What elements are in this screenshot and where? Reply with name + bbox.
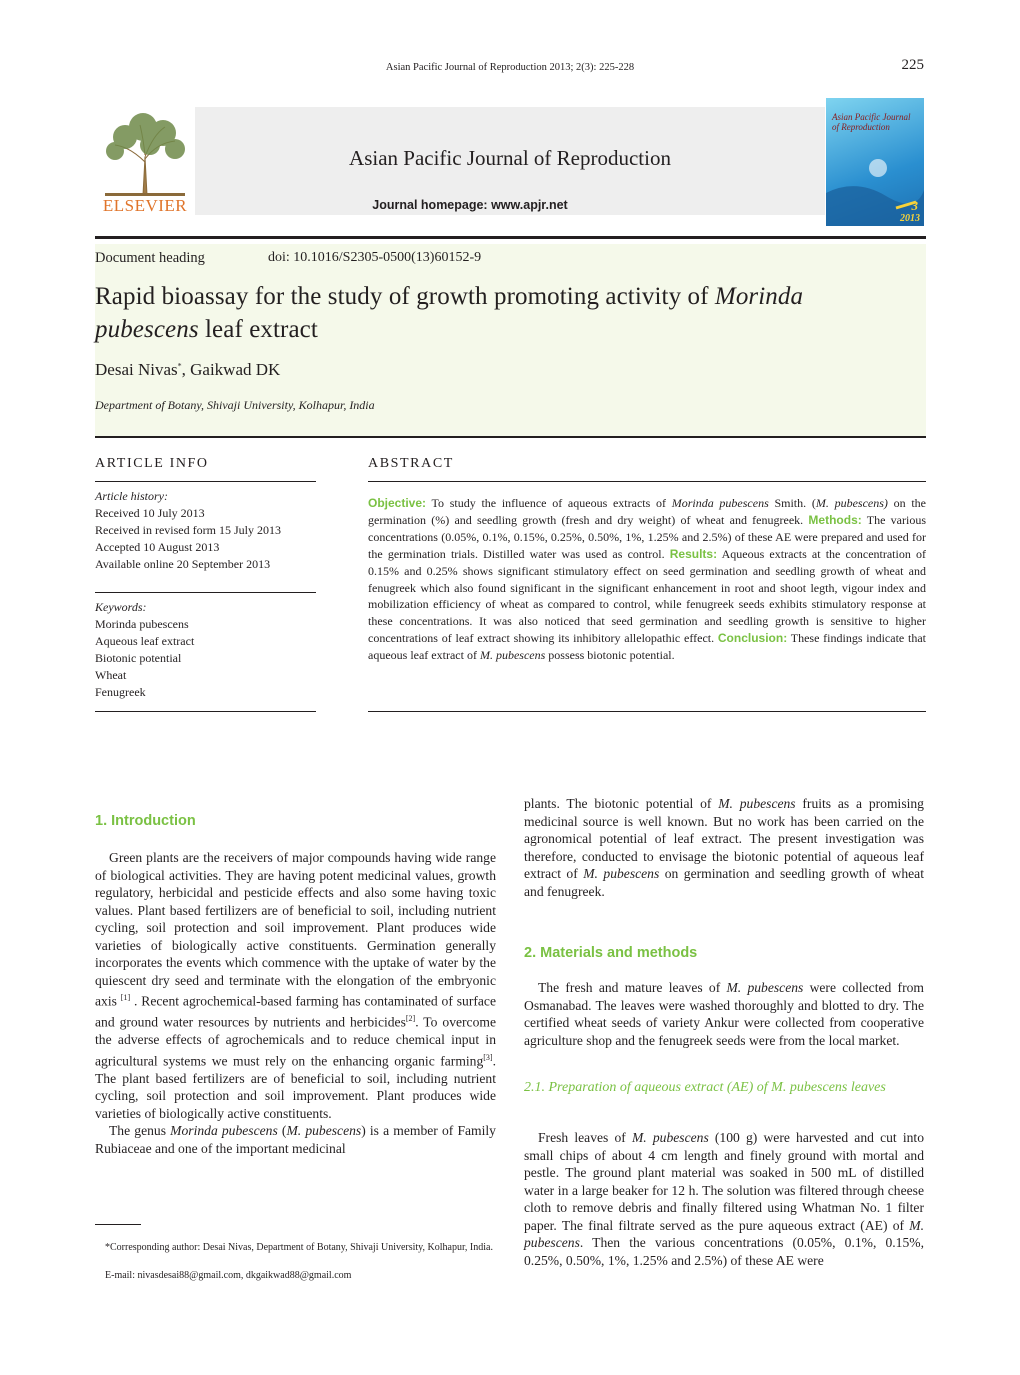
text: . Recent agrochemical-based farming has contaminated of surface and ground water resources by nutrients and herbicides <box>95 993 497 1030</box>
history-label: Article history: <box>95 489 168 503</box>
article-title <box>95 280 927 346</box>
conclusion-text: possess biotonic potential. <box>545 648 675 663</box>
title-italic1: Morinda <box>714 283 804 310</box>
species-name: M. pubescens <box>479 648 546 663</box>
text: . Then the various concentrations (0.05%, 0.1%, 0.15%, 0.25%, 0.50%, 1%, 1.25% and 2.5%) of these AE were <box>524 1235 924 1268</box>
species-name: Morinda pubescens <box>170 1123 278 1139</box>
text: on germination and seedling growth of wheat and fenugreek. <box>524 866 924 899</box>
journal-title: Asian Pacific Journal of Reproduction <box>349 146 671 170</box>
title-part2: leaf extract <box>198 316 318 343</box>
author-emails[interactable]: E-mail: nivasdesai88@gmail.com, dkgaikwad88@gmail.com <box>105 1270 352 1281</box>
methods-text: The various concentrations (0.05%, 0.1%, 0.15%, 0.25%, 0.50%, 1%, 1.25% and 2.5%) of these AE were prepared and used for the germination trials. Distilled water was used as control. <box>368 512 926 561</box>
history-revised: Received in revised form 15 July 2013 <box>95 523 281 537</box>
history-online: Available online 20 September 2013 <box>95 557 271 571</box>
citation[interactable]: [3] <box>483 1052 493 1062</box>
article-info-bottom-rule <box>95 711 316 712</box>
affiliation: Department of Botany, Shivaji University, Kolhapur, India <box>95 398 375 412</box>
section-introduction-heading: 1. Introduction <box>95 813 196 829</box>
keywords <box>95 599 316 701</box>
text: were collected from Osmanabad. The leaves were washed thoroughly and blotted to dry. The certified wheat seeds of variety Ankur were collected from cooperative agriculture shop and the fenugreek seeds were from the local market. <box>524 980 924 1048</box>
text: plants. The biotonic potential of <box>524 796 719 811</box>
author-first: Desai Nivas <box>95 360 178 379</box>
results-text: Aqueous extracts at the concentration of 0.15% and 0.25% shows significant stimulatory effect on seed germination and seedling growth of wheat and fenugreek which also found significant in the significant enhancement in root and shoot legth, vigour index and mobilization efficiency of wheat as compared to control, while fenugreek seeds exhibits stimulatory response at these concentrations. It was also noticed that seed germination and seedling growth is sensitive to higher concentrations of leaf extract showing its inhibitory allelopathic effect. <box>368 546 927 646</box>
paragraph <box>524 979 924 1049</box>
text: The fresh and mature leaves of <box>538 980 727 995</box>
title-italic2: pubescens <box>95 316 199 343</box>
history-received: Received 10 July 2013 <box>95 506 205 520</box>
authors <box>95 360 280 380</box>
species-name: M. pubescens <box>524 1217 924 1250</box>
corresponding-author-note: *Corresponding author: Desai Nivas, Department of Botany, Shivaji University, Kolhapur, India. <box>105 1242 493 1253</box>
history-accepted: Accepted 10 August 2013 <box>95 540 220 554</box>
text: . To overcome the adverse effects of agrochemicals and to reduce chemical input in agricultural systems we must rely on the enhancing organic farming <box>95 1014 496 1069</box>
species-name: M. pubescens <box>726 980 804 995</box>
text: . The plant based fertilizers are of beneficial to soil, including nutrient cycling, soil protection and soil improvement. Plant produces wide varieties of biologically active constituents. <box>95 1053 496 1121</box>
cover-year: 2013 <box>900 213 920 224</box>
methods-paragraph-1 <box>524 979 924 1049</box>
intro-paragraph-2 <box>95 1122 496 1157</box>
intro-paragraph-1 <box>95 849 496 1122</box>
title-part1: Rapid bioassay for the study of growth promoting activity of <box>95 283 709 310</box>
conclusion-label: Conclusion: <box>717 631 788 646</box>
text: Green plants are the receivers of major compounds having wide range of biological activities. They are having potent medicinal values, growth regulatory, herbicidal and pesticide effects and also some having toxic values. Plant based fertilizers are of beneficial to soil, including nutrient cycling, soil protection and soil improvement. Plant produces wide varieties of biologically active constituents. Germination generally incorporates the events which commence with the uptake of water by the quiescent dry seed and terminate with the elongation of the embryonic axis <box>95 850 496 1009</box>
text: ( <box>277 1123 287 1139</box>
page-number: 225 <box>901 57 924 73</box>
text: ) is a member of Family Rubiaceae and one of the important medicinal <box>95 1123 496 1156</box>
subsection-aqueous-extract-heading: 2.1. Preparation of aqueous extract (AE) of M. pubescens leaves <box>524 1080 886 1095</box>
abstract-text <box>368 495 926 664</box>
keyword-item: Wheat <box>95 668 127 682</box>
section-methods-heading: 2. Materials and methods <box>524 945 698 961</box>
author-second: , Gaikwad DK <box>181 360 281 379</box>
article-info-rule <box>95 481 316 482</box>
objective-text: To study the influence of aqueous extracts of <box>426 496 672 510</box>
objective-text: Smith. ( <box>768 496 816 510</box>
footnote-rule <box>95 1224 141 1225</box>
abstract-heading: ABSTRACT <box>368 456 454 471</box>
keyword-item: Aqueous leaf extract <box>95 634 195 648</box>
objective-label: Objective: <box>368 496 427 510</box>
intro-paragraph-3 <box>524 795 924 900</box>
document-heading: Document heading <box>95 250 205 266</box>
objective-text: on the germination (%) and seedling growth (fresh and dry weight) of wheat and fenugreek. <box>368 496 926 527</box>
keyword-item: Biotonic potential <box>95 651 182 665</box>
journal-homepage[interactable]: Journal homepage: www.apjr.net <box>372 198 568 212</box>
citation[interactable]: [1] <box>120 993 131 1002</box>
keywords-rule <box>95 592 316 593</box>
header-rule <box>95 236 926 239</box>
article-info-heading: ARTICLE INFO <box>95 456 209 471</box>
keyword-item: Fenugreek <box>95 685 146 699</box>
conclusion-text: These findings indicate that aqueous leaf extract of <box>368 631 927 663</box>
cover-title: Asian Pacific Journal of Reproduction <box>832 112 911 132</box>
publisher-name: ELSEVIER <box>102 196 188 215</box>
results-label: Results: <box>669 546 718 561</box>
running-head: Asian Pacific Journal of Reproduction 2013; 2(3): 225-228 <box>385 62 635 73</box>
keywords-label: Keywords: <box>95 600 147 614</box>
species-name: Morinda pubescens <box>671 496 769 510</box>
intro-left-column <box>95 849 496 1157</box>
paragraph <box>524 1129 924 1269</box>
title-rule <box>95 436 926 438</box>
methods-label: Methods: <box>808 512 862 527</box>
article-history <box>95 488 316 573</box>
species-name: M. pubescens <box>583 866 660 881</box>
species-name: M. pubescens <box>631 1130 709 1145</box>
text: Fresh leaves of <box>538 1130 632 1145</box>
keyword-item: Morinda pubescens <box>95 617 189 631</box>
species-name: M. pubescens <box>718 796 796 811</box>
text: (100 g) were harvested and cut into small chips of about 4 cm length and finely ground with mortal and pestle. The ground plant material was soaked in 500 mL of distilled water in a large beaker for 12 h. The solution was filtered through cheese cloth to remove debris and finally filtered using Whatman No. 1 filter paper. The final filtrate served as the pure aqueous extract (AE) of <box>524 1130 924 1233</box>
author-mark: * <box>177 361 182 371</box>
abstract-rule <box>368 481 926 482</box>
intro-right-column <box>524 795 924 900</box>
doi[interactable]: doi: 10.1016/S2305-0500(13)60152-9 <box>268 250 482 265</box>
tree-icon <box>95 107 195 199</box>
citation[interactable]: [2] <box>405 1014 416 1024</box>
abstract-bottom-rule <box>368 711 926 712</box>
species-name: M. pubescens) <box>815 496 888 510</box>
cover-issue: 3 <box>911 198 918 213</box>
text: The genus <box>109 1123 171 1139</box>
methods-paragraph-2 <box>524 1129 924 1269</box>
journal-cover-thumbnail <box>826 98 924 226</box>
cover-art-icon <box>826 98 924 226</box>
species-name: M. pubescens <box>286 1123 362 1139</box>
text: fruits as a promising medicinal source is well known. But no work has been carried on the agronomical potential of leaf extract. The present investigation was therefore, conducted to envisage the biotonic potential of aqueous leaf extract of <box>524 796 924 881</box>
